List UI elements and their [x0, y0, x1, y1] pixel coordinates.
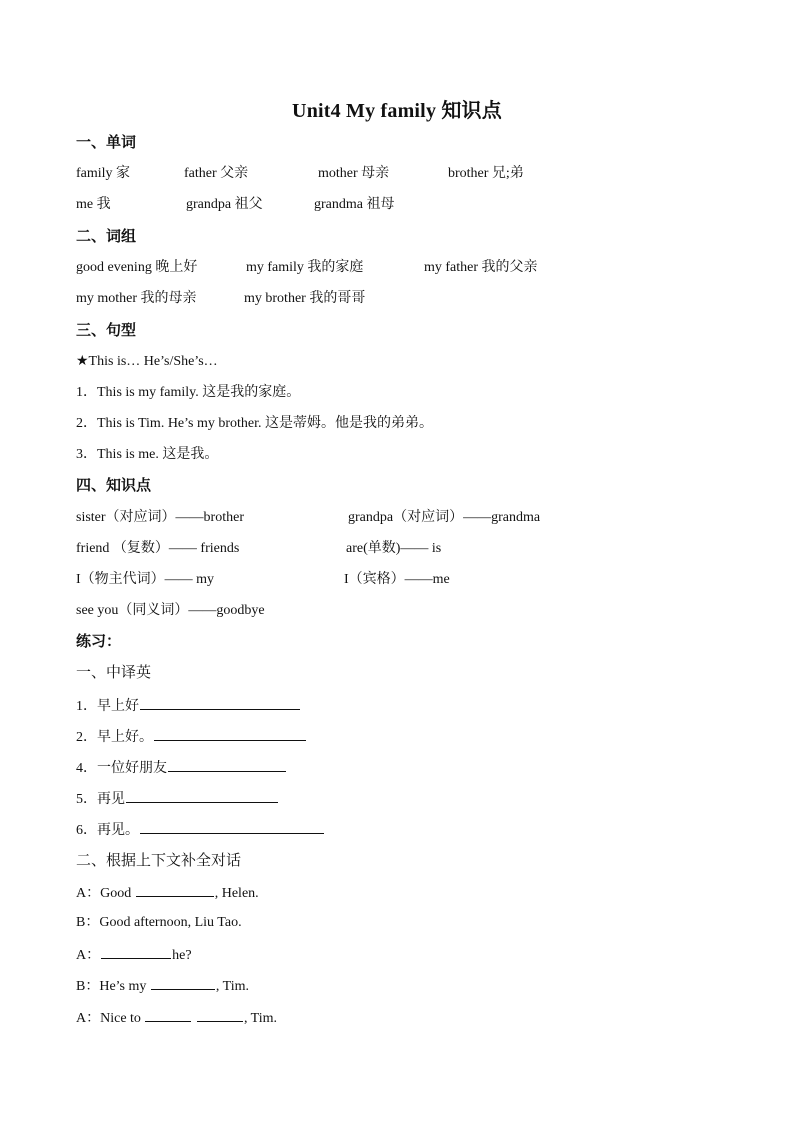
word-item: brother 兄;弟	[448, 166, 524, 181]
dialogue-line-2: B：Good afternoon, Liu Tao.	[76, 915, 242, 930]
words-row-2	[76, 195, 716, 215]
section-heading-points: 四、知识点	[76, 478, 152, 494]
answer-blank[interactable]	[197, 1007, 243, 1022]
phrase-item: my mother 我的母亲	[76, 291, 197, 306]
answer-blank[interactable]	[168, 757, 286, 772]
pattern-star-text: ★This is… He’s/She’s…	[76, 354, 218, 369]
phrases-row-1	[76, 258, 716, 278]
section-heading-patterns: 三、句型	[76, 323, 137, 339]
section-heading-words: 一、单词	[76, 135, 137, 151]
point-item: grandpa（对应词）——grandma	[348, 510, 541, 525]
answer-blank[interactable]	[140, 695, 300, 710]
word-item: grandma 祖母	[314, 197, 395, 212]
answer-blank[interactable]	[101, 944, 171, 959]
answer-blank[interactable]	[154, 726, 306, 741]
point-item: I（宾格）——me	[344, 572, 450, 587]
phrases-row-2	[76, 289, 716, 309]
exercise-item-2	[76, 726, 307, 746]
dialogue-line-1	[76, 882, 259, 902]
points-row-3	[76, 570, 716, 590]
point-item: see you（同义词）——goodbye	[76, 603, 265, 618]
dialogue-text: B：He’s my	[76, 979, 150, 994]
dialogue-line-3	[76, 944, 192, 964]
exercise-item-6	[76, 819, 325, 839]
exercise-prompt: 2．早上好。	[76, 730, 153, 745]
section-heading-phrases: 二、词组	[76, 229, 137, 245]
pattern-sentence-3: 3．This is me. 这是我。	[76, 447, 219, 462]
exercise-prompt: 5．再见	[76, 792, 125, 807]
pattern-star-line	[76, 352, 218, 372]
points-row-2	[76, 539, 716, 559]
dialogue-text: A：Good	[76, 886, 135, 901]
answer-blank[interactable]	[126, 788, 278, 803]
answer-blank[interactable]	[151, 975, 215, 990]
phrase-item: my father 我的父亲	[424, 260, 538, 275]
phrase-item: good evening 晚上好	[76, 260, 198, 275]
dialogue-text: , Tim.	[215, 979, 249, 994]
dialogue-text: A：Nice to	[76, 1011, 145, 1026]
point-item: friend （复数）—— friends	[76, 541, 240, 556]
dialogue-text: A：	[76, 948, 101, 963]
word-item: mother 母亲	[318, 166, 390, 181]
word-item: father 父亲	[184, 166, 249, 181]
answer-blank[interactable]	[145, 1007, 191, 1022]
exercise-part1-heading: 一、中译英	[76, 665, 152, 681]
exercise-item-4	[76, 757, 287, 777]
answer-blank[interactable]	[140, 819, 324, 834]
points-row-1	[76, 508, 716, 528]
exercise-prompt: 1．早上好	[76, 699, 139, 714]
word-item: family 家	[76, 166, 131, 181]
dialogue-text: , Helen.	[214, 886, 259, 901]
point-item: are(单数)—— is	[346, 541, 442, 556]
dialogue-text: , Tim.	[243, 1011, 278, 1026]
point-item: I（物主代词）—— my	[76, 572, 215, 587]
dialogue-text: he?	[172, 948, 192, 963]
answer-blank[interactable]	[136, 882, 214, 897]
exercises-heading: 练习：	[76, 634, 122, 650]
words-row-1	[76, 164, 716, 184]
dialogue-line-5	[76, 1007, 277, 1027]
exercise-prompt: 4．一位好朋友	[76, 761, 167, 776]
dialogue-line-4	[76, 975, 249, 995]
points-row-4	[76, 601, 265, 621]
page-title: Unit4 My family 知识点	[292, 100, 502, 122]
exercise-prompt: 6．再见。	[76, 823, 139, 838]
phrase-item: my family 我的家庭	[246, 260, 364, 275]
exercise-item-1	[76, 695, 301, 715]
exercise-item-5	[76, 788, 279, 808]
word-item: grandpa 祖父	[186, 197, 263, 212]
word-item: me 我	[76, 197, 111, 212]
pattern-sentence-2: 2．This is Tim. He’s my brother. 这是蒂姆。他是我的弟弟。	[76, 416, 434, 431]
pattern-sentence-1: 1．This is my family. 这是我的家庭。	[76, 385, 301, 400]
phrase-item: my brother 我的哥哥	[244, 291, 366, 306]
exercise-part2-heading: 二、根据上下文补全对话	[76, 853, 242, 869]
point-item: sister（对应词）——brother	[76, 510, 244, 525]
